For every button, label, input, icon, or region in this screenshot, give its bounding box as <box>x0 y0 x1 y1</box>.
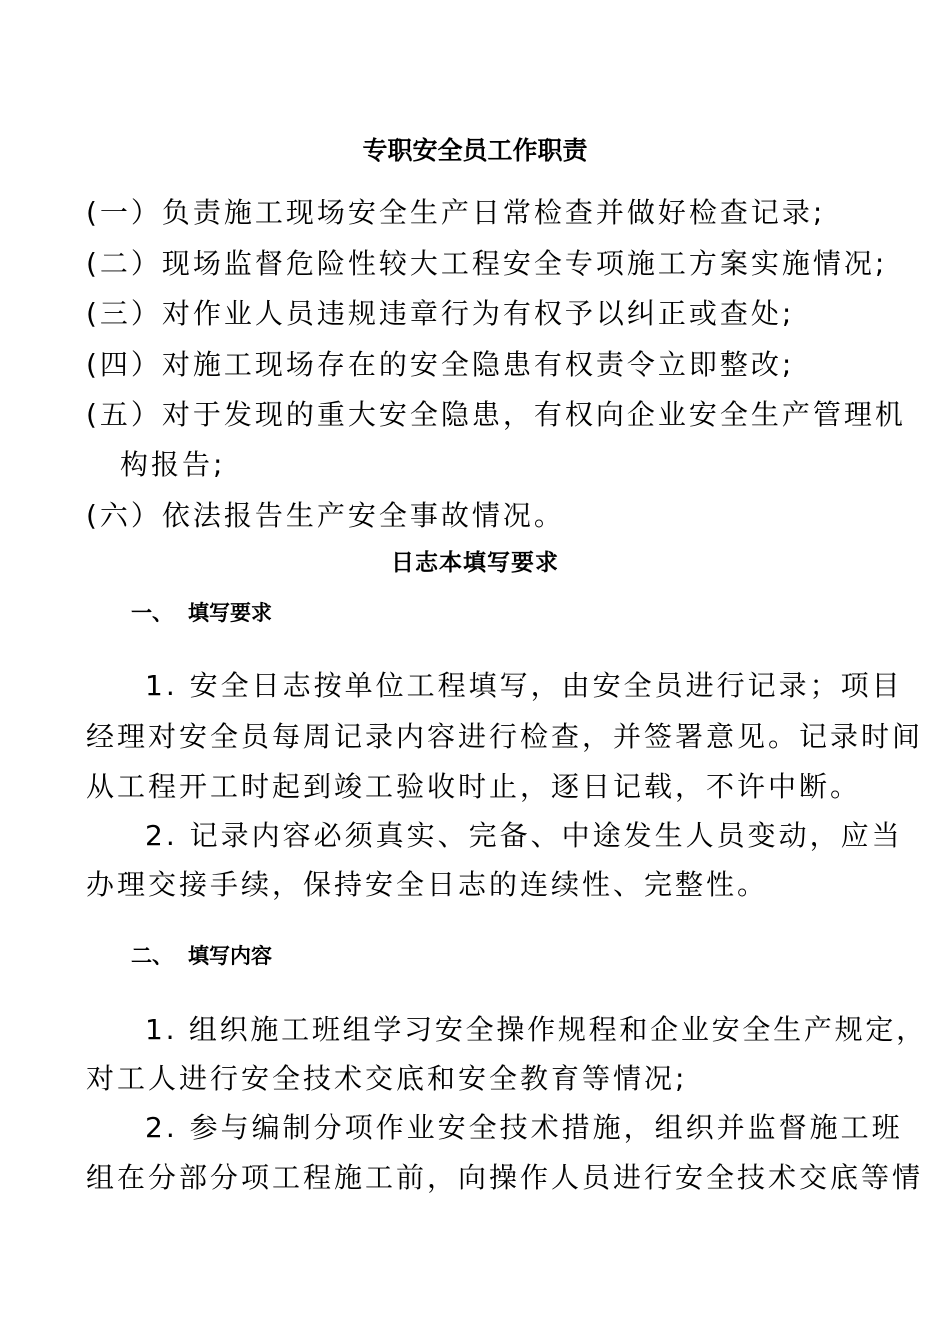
requirement-2-line-1: 2. 记录内容必须真实、完备、中途发生人员变动，应当 <box>145 819 903 852</box>
requirement-1-line-2: 经理对安全员每周记录内容进行检查，并签署意见。记录时间 <box>86 720 924 753</box>
section-number: 一、 <box>131 601 173 625</box>
duty-item-1: (一）负责施工现场安全生产日常检查并做好检查记录; <box>86 196 826 229</box>
log-section-title: 日志本填写要求 <box>391 550 559 576</box>
content-1-line-1: 1. 组织施工班组学习安全操作规程和企业安全生产规定， <box>145 1013 927 1046</box>
requirement-1-line-1: 1. 安全日志按单位工程填写，由安全员进行记录；项目 <box>145 669 903 702</box>
section-heading-text: 填写要求 <box>188 601 272 625</box>
duty-item-5-continuation: 构报告; <box>120 448 226 481</box>
duty-item-4: (四）对施工现场存在的安全隐患有权责令立即整改; <box>86 348 795 381</box>
section-number: 二、 <box>131 944 173 968</box>
duty-item-2: (二）现场监督危险性较大工程安全专项施工方案实施情况; <box>86 247 888 280</box>
document-title: 专职安全员工作职责 <box>362 136 588 165</box>
content-1-line-2: 对工人进行安全技术交底和安全教育等情况; <box>86 1062 688 1095</box>
requirement-2-line-2: 办理交接手续，保持安全日志的连续性、完整性。 <box>86 868 769 901</box>
requirement-1-line-3: 从工程开工时起到竣工验收时止，逐日记载，不许中断。 <box>86 770 862 803</box>
section-heading-text: 填写内容 <box>188 944 272 968</box>
content-2-line-1: 2. 参与编制分项作业安全技术措施，组织并监督施工班 <box>145 1111 903 1144</box>
duty-item-6: (六）依法报告生产安全事故情况。 <box>86 499 565 532</box>
duty-item-5: (五）对于发现的重大安全隐患，有权向企业安全生产管理机 <box>86 398 906 431</box>
content-2-line-2: 组在分部分项工程施工前，向操作人员进行安全技术交底等情 <box>86 1161 924 1194</box>
duty-item-3: (三）对作业人员违规违章行为有权予以纠正或查处; <box>86 297 795 330</box>
